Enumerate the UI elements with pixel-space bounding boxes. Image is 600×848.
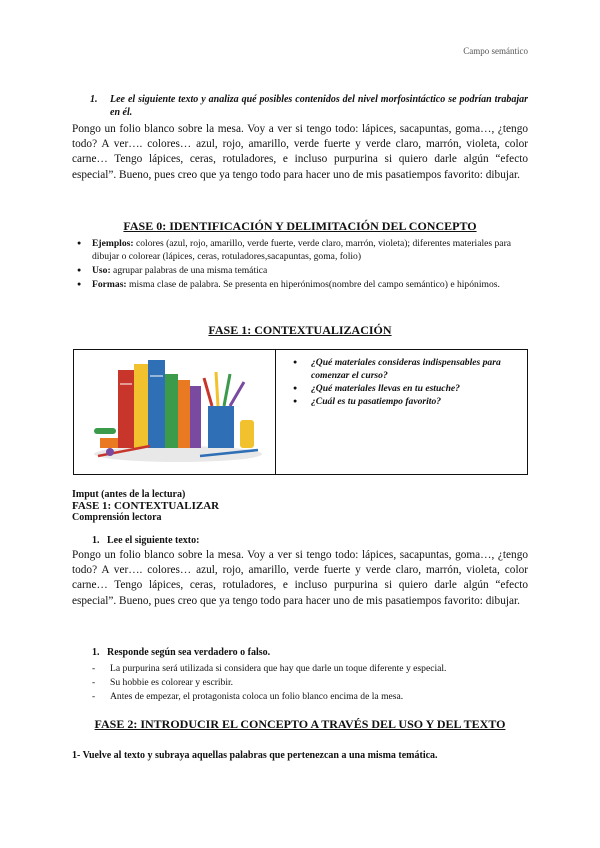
list-item: ● ¿Qué materiales consideras indispensables para comenzar el curso? [291, 356, 521, 382]
item-text: agrupar palabras de una misma temática [110, 265, 268, 276]
list-item: ● ¿Qué materiales llevas en tu estuche? [291, 382, 521, 395]
input-line-1: Imput (antes de la lectura) [72, 489, 186, 500]
item-text: misma clase de palabra. Se presenta en hiperónimos(nombre del campo semántico) e hipónimos. [126, 279, 500, 290]
list-item: - Su hobbie es colorear y escribir. [92, 676, 528, 690]
true-false-text: Responde según sea verdadero o falso. [107, 647, 271, 658]
item-text: colores (azul, rojo, amarillo, verde fuerte, verde claro, marrón, violeta); diferentes materiales para dibujar o colorear (lápices, ceras, rotuladores,sacapuntas, goma, folio) [92, 238, 512, 262]
list-item: ● ¿Cuál es tu pasatiempo favorito? [291, 395, 521, 408]
book [134, 364, 148, 448]
true-false-list [92, 662, 528, 704]
item-label: Formas: [92, 279, 127, 290]
book [118, 370, 134, 448]
school-supplies-image [90, 356, 264, 464]
item-label: Uso: [92, 265, 111, 276]
phase-0-list [72, 237, 528, 292]
question-1-text: Lee el siguiente texto y analiza qué posibles contenidos del nivel morfosintáctico se podrían trabajar en él. [110, 94, 528, 118]
context-table [73, 349, 528, 475]
phase-0-heading: FASE 0: IDENTIFICACIÓN Y DELIMITACIÓN DEL CONCEPTO [123, 219, 477, 233]
list-item [72, 237, 528, 263]
pencil-cup [208, 406, 234, 448]
bottle [240, 420, 254, 448]
list-item [72, 278, 528, 291]
input-line-3: Comprensión lectora [72, 512, 162, 523]
phase-2-instruction: 1- Vuelve al texto y subraya aquellas palabras que pertenezcan a una misma temática. [72, 750, 438, 761]
item-label: Ejemplos: [92, 238, 134, 249]
table-divider [275, 350, 276, 474]
page-header: Campo semántico [463, 46, 528, 56]
list-item: - La purpurina será utilizada si considera que hay que darle un toque diferente y especial. [92, 662, 528, 676]
reading-text-repeat: Pongo un folio blanco sobre la mesa. Voy a ver si tengo todo: lápices, sacapuntas, goma…, ¿tengo todo? A ver…. colores… azul, rojo, amarillo, verde fuerte y verde claro, marrón, violeta, color carne… Tengo lápices, ceras, rotuladores, e incluso purpurina si quiero darle algún “efecto especial”. Bueno, pues creo que ya tengo todo para hacer uno de mis pasatiempos favorito: dibujar. [72, 549, 528, 607]
read-instruction [92, 535, 199, 546]
question-1 [92, 93, 528, 119]
book [165, 374, 178, 448]
list-item: - Antes de empezar, el protagonista coloca un folio blanco encima de la mesa. [92, 690, 528, 704]
reading-text: Pongo un folio blanco sobre la mesa. Voy a ver si tengo todo: lápices, sacapuntas, goma…, ¿tengo todo? A ver…. colores… azul, rojo, amarillo, verde fuerte y verde claro, marrón, violeta, color carne… Tengo lápices, ceras, rotuladores, e incluso purpurina si quiero darle algún “efecto especial”. Bueno, pues creo que ya tengo todo para hacer uno de mis pasatiempos favorito: dibujar. [72, 123, 528, 181]
book [148, 360, 165, 448]
true-false-title [92, 647, 270, 658]
read-instruction-number: 1. [92, 535, 100, 546]
question-1-number: 1. [90, 94, 98, 105]
read-instruction-text: Lee el siguiente texto: [107, 535, 200, 546]
true-false-number: 1. [92, 647, 100, 658]
book [178, 380, 190, 448]
list-item [72, 264, 528, 277]
eraser [100, 438, 118, 448]
input-section [72, 489, 219, 524]
context-questions [291, 356, 521, 408]
phase-2-heading: FASE 2: INTRODUCIR EL CONCEPTO A TRAVÉS DEL USO Y DEL TEXTO [94, 717, 506, 731]
phase-1-heading: FASE 1: CONTEXTUALIZACIÓN [208, 323, 392, 337]
input-line-2: FASE 1: CONTEXTUALIZAR [72, 499, 220, 512]
scissors [94, 428, 116, 434]
book [190, 386, 201, 448]
